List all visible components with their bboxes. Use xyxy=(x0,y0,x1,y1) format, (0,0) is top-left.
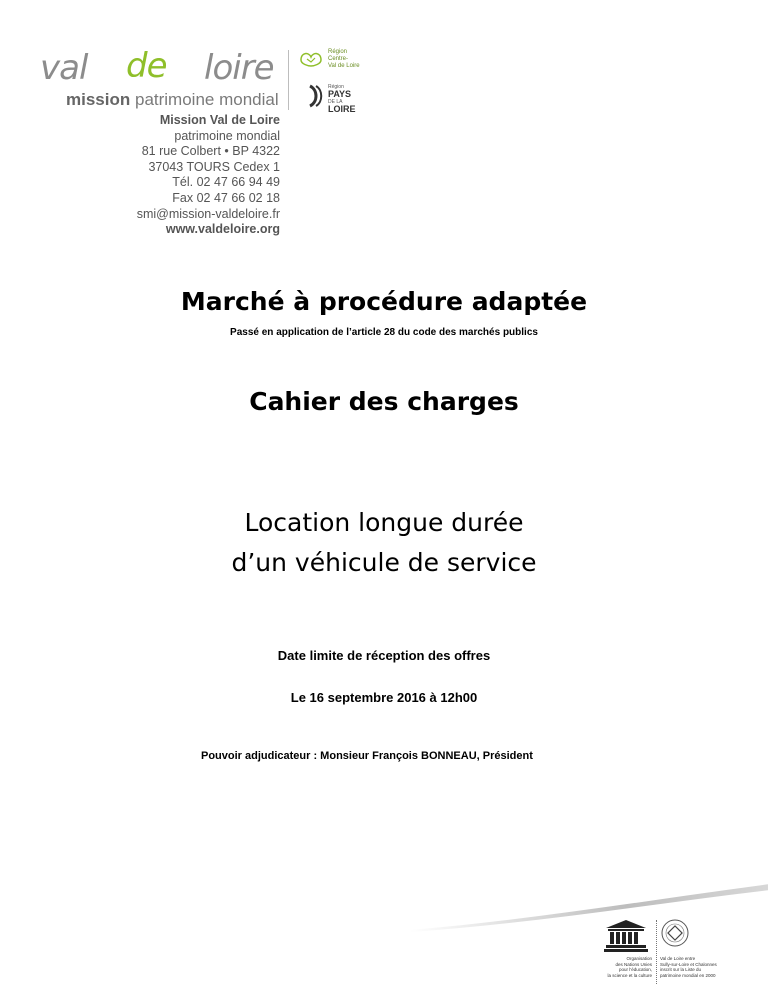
document-title: Marché à procédure adaptée xyxy=(180,287,588,316)
region-centre-text xyxy=(328,49,360,70)
address-line: 81 rue Colbert • BP 4322 xyxy=(141,144,280,159)
document-subtitle: Passé en application de l’article 28 du code des marchés publics xyxy=(230,327,538,338)
unesco-caption-line: pour l’éducation, xyxy=(618,967,652,972)
address-line: 37043 TOURS Cedex 1 xyxy=(148,159,280,174)
region-pays-de-la-loire-logo xyxy=(308,84,378,114)
deadline-label: Date limite de réception des offres xyxy=(277,648,491,663)
unesco-temple-icon xyxy=(604,918,648,952)
site-caption-line: Sully-sur-Loire et Chalonnes xyxy=(660,961,717,967)
wordmark-loire: loire xyxy=(204,48,274,88)
val-de-loire-wordmark xyxy=(36,46,296,90)
unesco-caption-line: Organisation xyxy=(626,956,652,961)
mission-val-de-loire-logo xyxy=(36,46,396,114)
address-block xyxy=(137,113,280,238)
pays-line: LOIRE xyxy=(328,104,356,114)
region-centre-icon xyxy=(298,48,324,68)
email-address: smi@mission-valdeloire.fr xyxy=(136,206,280,221)
region-centre-logo xyxy=(298,46,378,76)
object-title xyxy=(0,503,768,583)
object-title-line: Location longue durée xyxy=(244,508,524,537)
wordmark-val: val xyxy=(40,48,88,88)
deadline-date: Le 16 septembre 2016 à 12h00 xyxy=(290,690,478,705)
pays-de-la-loire-text xyxy=(328,84,356,114)
wordmark-de: de xyxy=(126,46,167,86)
pays-line: DE LA xyxy=(328,99,343,105)
unesco-emblem xyxy=(596,918,716,988)
section-title: Cahier des charges xyxy=(249,387,519,416)
region-centre-line: Centre- xyxy=(328,56,349,62)
logo-divider xyxy=(288,50,289,110)
region-centre-line: Région xyxy=(328,49,348,55)
pays-line: Région xyxy=(328,84,344,90)
website-url: www.valdeloire.org xyxy=(165,222,280,237)
site-caption xyxy=(660,956,720,978)
mission-tagline-bold: mission xyxy=(66,90,131,109)
pays-de-la-loire-icon xyxy=(308,84,324,108)
unesco-caption-line: la science et la culture xyxy=(607,972,652,978)
contracting-authority: Pouvoir adjudicateur : Monsieur François BONNEAU, Président xyxy=(201,750,533,762)
unesco-caption-line: des Nations Unies xyxy=(615,961,652,967)
site-caption-line: Val de Loire entre xyxy=(660,956,696,961)
mission-tagline xyxy=(66,90,279,110)
unesco-caption xyxy=(600,956,652,978)
mission-tagline-rest: patrimoine mondial xyxy=(134,90,279,109)
region-centre-line: Val de Loire xyxy=(328,63,360,69)
phone-number: Tél. 02 47 66 94 49 xyxy=(172,175,280,190)
address-line: patrimoine mondial xyxy=(174,128,280,143)
site-caption-line: patrimoine mondial en 2000 xyxy=(660,972,716,978)
pays-line: PAYS xyxy=(328,89,352,99)
site-caption-line: inscrit sur la Liste du xyxy=(660,967,702,972)
fax-number: Fax 02 47 66 02 18 xyxy=(172,190,280,205)
object-title-line: d’un véhicule de service xyxy=(231,548,537,577)
emblem-divider xyxy=(656,920,658,984)
world-heritage-seal-icon xyxy=(660,918,690,948)
org-name: Mission Val de Loire xyxy=(159,113,280,127)
